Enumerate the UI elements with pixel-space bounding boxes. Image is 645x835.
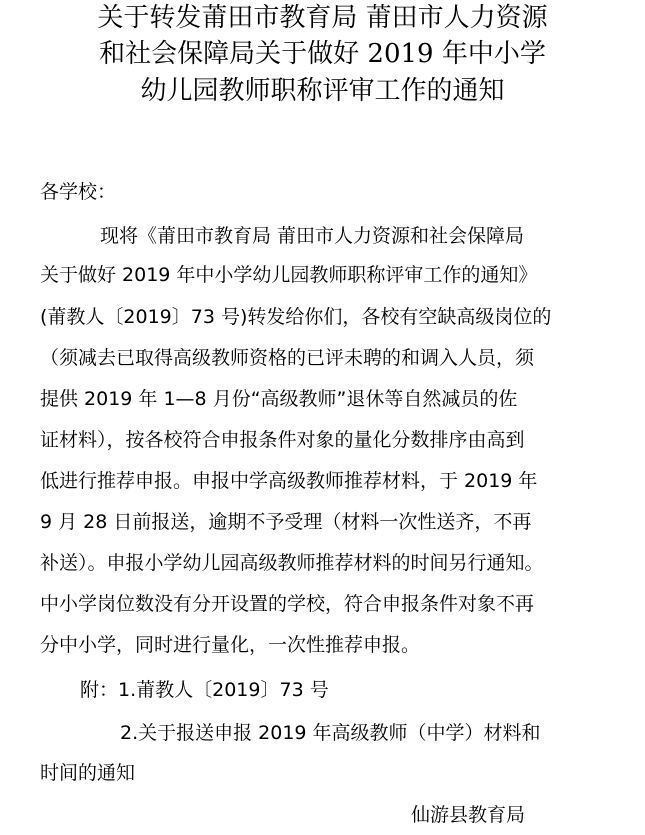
attachment-item-2-line-2: 时间的通知 [40,762,136,784]
body-line-11: 分中小学，同时进行量化，一次性推荐申报。 [40,634,421,656]
document-title-line-2: 和社会保障局关于做好 2019 年中小学 [99,39,546,69]
document-title-line-3: 幼儿园教师职称评审工作的通知 [140,76,505,106]
body-line-9: 补送）。申报小学幼儿园高级教师推荐材料的时间另行通知。 [40,552,544,574]
salutation: 各学校： [40,181,117,203]
document-title-line-1: 关于转发莆田市教育局 莆田市人力资源 [97,3,548,33]
body-line-3: (莆教人〔2019〕73 号)转发给你们，各校有空缺高级岗位的 [40,306,552,328]
signature-issuer: 仙游县教育局 [411,804,526,826]
body-line-4: （须减去已取得高级教师资格的已评未聘的和调入人员，须 [40,347,535,369]
body-line-7: 低进行推荐申报。申报中学高级教师推荐材料，于 2019 年 [40,470,538,492]
body-line-5: 提供 2019 年 1—8 月份“高级教师”退休等自然减员的佐 [40,388,518,410]
body-line-10: 中小学岗位数没有分开设置的学校，符合申报条件对象不再 [40,593,535,615]
attachment-item-2-line-1: 2.关于报送申报 2019 年高级教师（中学）材料和 [120,722,541,744]
body-line-1: 现将《莆田市教育局 莆田市人力资源和社会保障局 [100,225,525,247]
attachment-item-1: 附：1.莆教人〔2019〕73 号 [80,679,329,701]
body-line-2: 关于做好 2019 年中小学幼儿园教师职称评审工作的通知》 [40,264,538,286]
body-line-6: 证材料），按各校符合申报条件对象的量化分数排序由高到 [40,429,525,451]
body-line-8: 9 月 28 日前报送，逾期不予受理（材料一次性送齐，不再 [40,511,532,533]
